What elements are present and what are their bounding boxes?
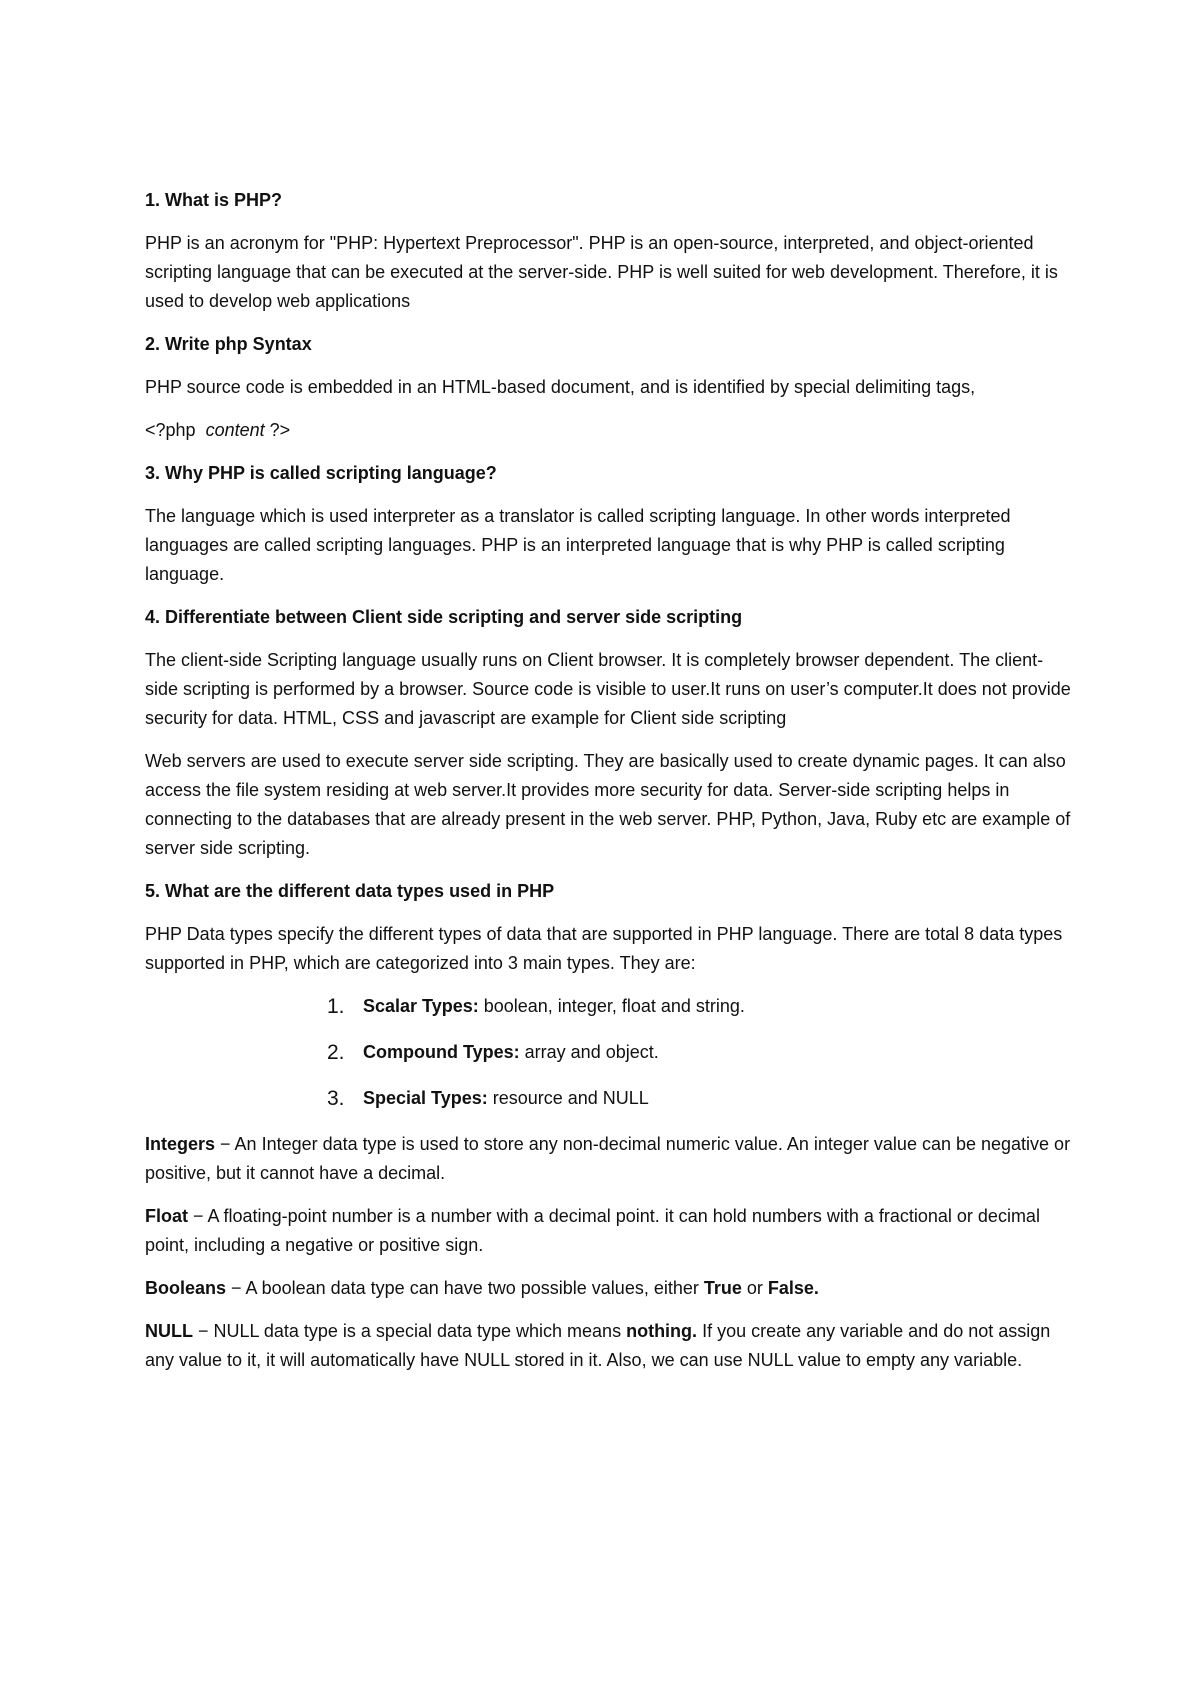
data-type-categories-list	[145, 992, 1075, 1113]
q4-client-side-body: The client-side Scripting language usually runs on Client browser. It is completely browser dependent. The client-side scripting is performed by a browser. Source code is visible to user.It runs on user’s computer.It does not provide security for data. HTML, CSS and javascript are example for Client side scripting	[145, 650, 1071, 728]
q2-body: PHP source code is embedded in an HTML-based document, and is identified by special delimiting tags,	[145, 377, 976, 397]
q4-server-side-body: Web servers are used to execute server side scripting. They are basically used to create dynamic pages. It can also access the file system residing at web server.It provides more security for data. Server-side scripting helps in connecting to the databases that are already present in the web server. PHP, Python, Java, Ruby etc are example of server side scripting.	[145, 751, 1071, 858]
integers-text: − An Integer data type is used to store any non-decimal numeric value. An integer value can be negative or positive, but it cannot have a decimal.	[145, 1134, 1071, 1183]
booleans-true: True	[703, 1278, 742, 1298]
q4-heading: 4. Differentiate between Client side scripting and server side scripting	[145, 607, 743, 627]
code-content: content	[205, 420, 265, 440]
list-item-label: Special Types:	[363, 1088, 488, 1108]
list-item-text: resource and NULL	[487, 1088, 649, 1108]
booleans-or: or	[741, 1278, 768, 1298]
code-close-tag: ?>	[269, 420, 291, 440]
list-item-label: Compound Types:	[363, 1042, 520, 1062]
list-item-label: Scalar Types:	[363, 996, 479, 1016]
float-label: Float	[145, 1206, 188, 1226]
list-number: 3.	[327, 1087, 345, 1110]
null-nothing: nothing.	[626, 1321, 698, 1341]
null-text-1: − NULL data type is a special data type which means	[193, 1321, 627, 1341]
php-syntax-code	[145, 416, 1075, 445]
booleans-false: False.	[767, 1278, 819, 1298]
booleans-text: − A boolean data type can have two possible values, either	[226, 1278, 704, 1298]
list-number: 1.	[327, 995, 345, 1018]
q3-heading: 3. Why PHP is called scripting language?	[145, 463, 497, 483]
q3-body: The language which is used interpreter as a translator is called scripting language. In other words interpreted languages are called scripting languages. PHP is an interpreted language that is why PHP is called scripting language.	[145, 506, 1011, 584]
list-item-text: array and object.	[519, 1042, 659, 1062]
integers-label: Integers	[145, 1134, 216, 1154]
code-open-tag: <?php	[145, 420, 196, 440]
q5-body: PHP Data types specify the different types of data that are supported in PHP language. There are total 8 data types supported in PHP, which are categorized into 3 main types. They are:	[145, 924, 1063, 973]
list-item	[327, 1038, 1075, 1067]
float-definition	[145, 1202, 1075, 1260]
q5-heading: 5. What are the different data types used in PHP	[145, 881, 555, 901]
null-text-2: If you create any variable and do not assign any value to it, it will automatically have NULL stored in it. Also, we can use NULL value to empty any variable.	[145, 1321, 1051, 1370]
q1-heading: 1. What is PHP?	[145, 190, 283, 210]
list-item	[327, 992, 1075, 1021]
q2-heading: 2. Write php Syntax	[145, 334, 312, 354]
list-item-text: boolean, integer, float and string.	[478, 996, 745, 1016]
integers-definition	[145, 1130, 1075, 1188]
list-number: 2.	[327, 1041, 345, 1064]
booleans-label: Booleans	[145, 1278, 227, 1298]
list-item	[327, 1084, 1075, 1113]
document-content	[145, 186, 1075, 1389]
float-text: − A floating-point number is a number with a decimal point. it can hold numbers with a fractional or decimal point, including a negative or positive sign.	[145, 1206, 1040, 1255]
null-definition	[145, 1317, 1075, 1375]
q1-body: PHP is an acronym for "PHP: Hypertext Preprocessor". PHP is an open-source, interpreted, and object-oriented scripting language that can be executed at the server-side. PHP is well suited for web development. Therefore, it is used to develop web applications	[145, 233, 1058, 311]
booleans-definition	[145, 1274, 1075, 1303]
null-label: NULL	[145, 1321, 193, 1341]
